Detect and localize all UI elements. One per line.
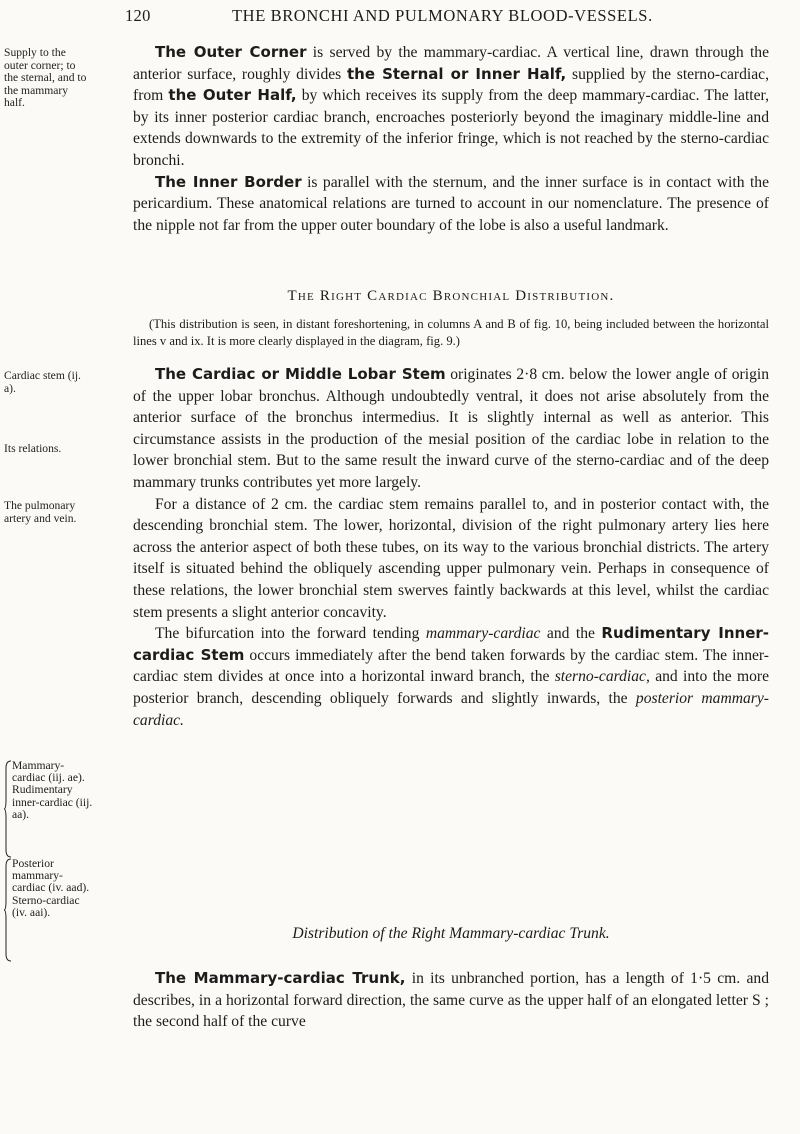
running-title: THE BRONCHI AND PULMONARY BLOOD-VESSELS. (232, 6, 653, 25)
section-heading: The Right Cardiac Bronchial Distribution. (287, 288, 615, 304)
margin-note-rudimentary-inner-cardiac: Rudimentary inner-cardiac (iij. aa). (12, 783, 93, 821)
paragraph-text: and the (540, 625, 602, 643)
paragraph-inner-border (133, 172, 769, 237)
italic-term: mammary-cardiac (425, 625, 541, 643)
paragraph-mammary-trunk (133, 968, 769, 1033)
margin-note-sterno-cardiac: Sterno-cardiac (iv. aai). (12, 893, 80, 919)
margin-note-posterior-mammary-cardiac: Posterior mammary-cardiac (iv. aad). (12, 857, 90, 895)
paragraph-text: The bifurcation into the forward tending (155, 625, 426, 643)
paragraph-text: occurs immediately after the bend taken forwards by the cardiac stem. The inner-cardiac stem divides at once into a horizontal inward branch, the (133, 646, 769, 686)
margin-note-cardiac-stem: Cardiac stem (ij. a). (4, 369, 81, 395)
paragraph-text: in its unbranched portion, has a length of 1·5 cm. and describes, in a horizontal forward direction, the same curve as the upper half of an elongated letter S ; the second half of the curve (133, 970, 769, 1031)
margin-note-group-1 (4, 760, 94, 858)
italic-term: sterno-cardiac, (554, 668, 650, 686)
brace-icon (4, 858, 12, 962)
body-text-block-3 (133, 968, 769, 1033)
margin-note-mammary-cardiac: Mammary-cardiac (iij. ae). (12, 759, 85, 785)
margin-note-relations: Its relations. (4, 442, 62, 455)
paragraph-bifurcation (133, 623, 769, 731)
bold-lead: The Outer Corner (155, 43, 307, 61)
page-number: 120 (125, 6, 151, 25)
bold-phrase: the Outer Half, (168, 86, 297, 105)
note-text: (This distribution is seen, in distant foreshortening, in columns A and B of fig. 10, being included between the horizontal lines v and ix. It is more clearly displayed in the diagram, fig. 9.) (133, 317, 769, 348)
bold-phrase: Rudimentary Inner-cardiac Stem (133, 624, 769, 664)
margin-note-pulmonary: The pulmonary artery and vein. (4, 499, 77, 525)
brace-icon (4, 760, 12, 858)
distribution-note (133, 316, 769, 349)
bold-lead: The Cardiac or Middle Lobar Stem (155, 365, 446, 383)
body-text-block-1 (133, 42, 769, 236)
bold-phrase: the Sternal or Inner Half, (346, 64, 567, 83)
margin-note-supply: Supply to the outer corner; to the sternal, and to the mammary half. (4, 46, 87, 110)
bold-lead: The Mammary-cardiac Trunk, (155, 969, 406, 987)
paragraph-text: For a distance of 2 cm. the cardiac stem remains parallel to, and in posterior contact with, the descending bronchial stem. The lower, horizontal, division of the right pulmonary artery lies here across the anterior aspect of both these tubes, on its way to the various bronchial districts. The artery itself is situated behind the obliquely ascending upper pulmonary vein. Perhaps in consequence of these relations, the lower bronchial stem swerves faintly backwards at this level, whilst the cardiac stem presents a slight anterior concavity. (133, 495, 769, 621)
paragraph-text: and into the more posterior branch, descending obliquely forwards and slightly inwards, the (133, 668, 769, 707)
paragraph-text: by which receives its supply from the deep mammary-cardiac. The latter, by its inner posterior cardiac branch, encroaches posteriorly beyond the imaginary middle-line and extends downwards to the extremity of the inferior fringe, which is not reached by the sterno-cardiac bronchi. (133, 87, 770, 169)
paragraph-text: originates 2·8 cm. below the lower angle of origin of the upper lobar bronchus. Although undoubtedly ventral, it does not arise absolutely from the anterior surface of the bronchus intermedius. It is slightly internal as well as anterior. This circumstance assists in the production of the mesial position of the cardiac lobe in relation to the lower bronchial stem. But to the same result the inward curve of the sterno-cardiac and of the deep mammary trunks contributes yet more largely. (133, 366, 769, 491)
paragraph-text: is served by the mammary-cardiac. A vertical line, drawn through the anterior surface, roughly divides (133, 44, 769, 83)
bold-lead: The Inner Border (155, 172, 302, 191)
sub-heading: Distribution of the Right Mammary-cardiac Trunk. (292, 925, 610, 942)
paragraph-text: is parallel with the sternum, and the inner surface is in contact with the pericardium. These anatomical relations are turned to account in our nomenclature. The presence of the nipple not far from the upper outer boundary of the lobe is also a useful landmark. (133, 173, 770, 234)
paragraph-cardiac-stem (133, 364, 769, 494)
body-text-block-2 (133, 364, 769, 731)
paragraph-distance (133, 494, 769, 624)
margin-note-group-2 (4, 858, 94, 962)
paragraph-text: supplied by the sterno-cardiac, from (133, 65, 769, 105)
paragraph-outer-corner (133, 42, 769, 172)
italic-term: posterior mammary-cardiac. (133, 689, 769, 729)
